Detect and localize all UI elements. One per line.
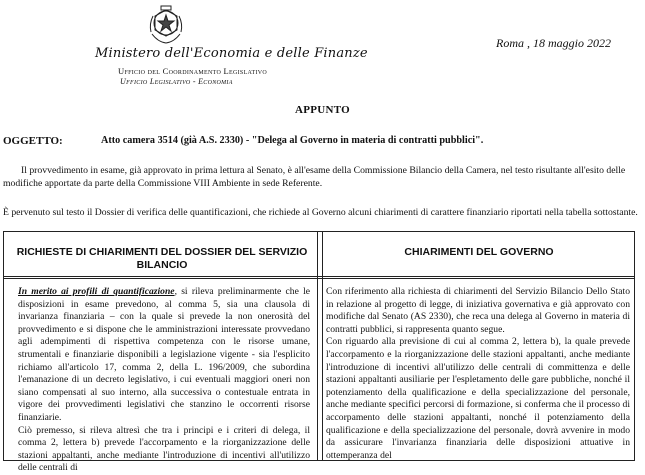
right-paragraph-1: Con riferimento alla richiesta di chiarimenti del Servizio Bilancio Dello Stato in relazione al progetto di legge, di iniziativa governativa e già approvato con modifiche dal Senato (AS 2330), che reca una delega al Governo in materia di contratti pubblici, si rappresenta quanto segue. — [326, 286, 630, 335]
left-paragraph-1 — [18, 286, 310, 425]
column-divider — [317, 232, 318, 460]
dossier-paragraph: È pervenuto sul testo il Dossier di verifica delle quantificazioni, che richiede al Governo alcuni chiarimenti di carattere finanziario riportati nella tabella sottostante. — [3, 207, 638, 218]
column-divider-double — [322, 232, 323, 460]
ministry-name: Ministero dell'Economia e delle Finanze — [95, 46, 368, 61]
subject-text: Atto camera 3514 (già A.S. 2330) - "Delega al Governo in materia di contratti pubblici". — [101, 135, 484, 146]
clarifications-table — [3, 231, 635, 474]
cell-government-answers — [326, 286, 630, 462]
document-date: Roma , 18 maggio 2022 — [496, 36, 611, 50]
intro-paragraph: Il provvedimento in esame, già approvato in prima lettura al Senato, è all'esame della Commissione Bilancio della Camera, nel testo risultante all'esito delle modifiche apportate da parte della Commissione VIII Ambiente in sede Referente. — [3, 165, 626, 189]
office-coordination: Ufficio del Coordinamento Legislativo — [118, 66, 268, 76]
right-paragraph-2: Con riguardo alla previsione di cui al comma 2, lettera b), la quale prevede l'accorpamento e la riorganizzazione delle stazioni appaltanti, anche mediante l'introduzione di incentivi all'utilizzo delle centrali di committenza e delle stazioni appaltanti ausiliarie per l'espletamento delle gare pubbliche, nonché il potenziamento della qualificazione e della specializzazione del personale, anche mediante specifici percorsi di formazione, si conferma che il processo di accorpamento delle stazioni appaltanti, nonché il potenziamento della qualificazione e della specializzazione del personale, dovrà avvenire in modo da assicurare l'invarianza finanziaria delle disposizioni attuative in ottemperanza del — [326, 336, 630, 461]
italian-republic-emblem-icon — [146, 4, 186, 46]
left-paragraph-1-text: , si rileva preliminarmente che le disposizioni in esame prevedono, al comma 5, sia una clausola di invarianza finanziaria – con la quale si prevede la non onerosità del provvedimento e si dispone che le amministrazioni interessate provvedano agli adempimenti di rispettiva competenza con le risorse umane, strumentali e finanziarie disponibili a legislazione vigente - sia l'esplicito richiamo all'articolo 17, comma 2, della L. 196/2009, che subordina l'emanazione di un decreto legislativo, i cui eventuali maggiori oneri non siano compensati al suo interno, alla successiva o contestuale entrata in vigore dei provvedimenti legislativi che stanzino le occorrenti risorse finanziarie. — [18, 286, 310, 423]
table-header-divider — [4, 278, 634, 279]
header-right: CHIARIMENTI DEL GOVERNO — [404, 246, 554, 258]
page-title: APPUNTO — [294, 104, 351, 116]
left-paragraph-2: Ciò premesso, si rileva altresì che tra i principi e i criteri di delega, il comma 2, lettera b) prevede l'accorpamento e la riorganizzazione delle stazioni appaltanti, anche mediante l'introduzione di incentivi all'utilizzo delle centrali di — [18, 424, 310, 474]
cell-dossier-requests — [18, 286, 310, 475]
header-left: RICHIESTE DI CHIARIMENTI DEL DOSSIER DEL SERVIZIO BILANCIO — [16, 246, 308, 271]
office-legislative-economy: Ufficio Legislativo - Economia — [120, 77, 233, 86]
left-lead-text: In merito ai profili di quantificazione — [18, 286, 175, 297]
subject-label: OGGETTO: — [3, 135, 63, 147]
